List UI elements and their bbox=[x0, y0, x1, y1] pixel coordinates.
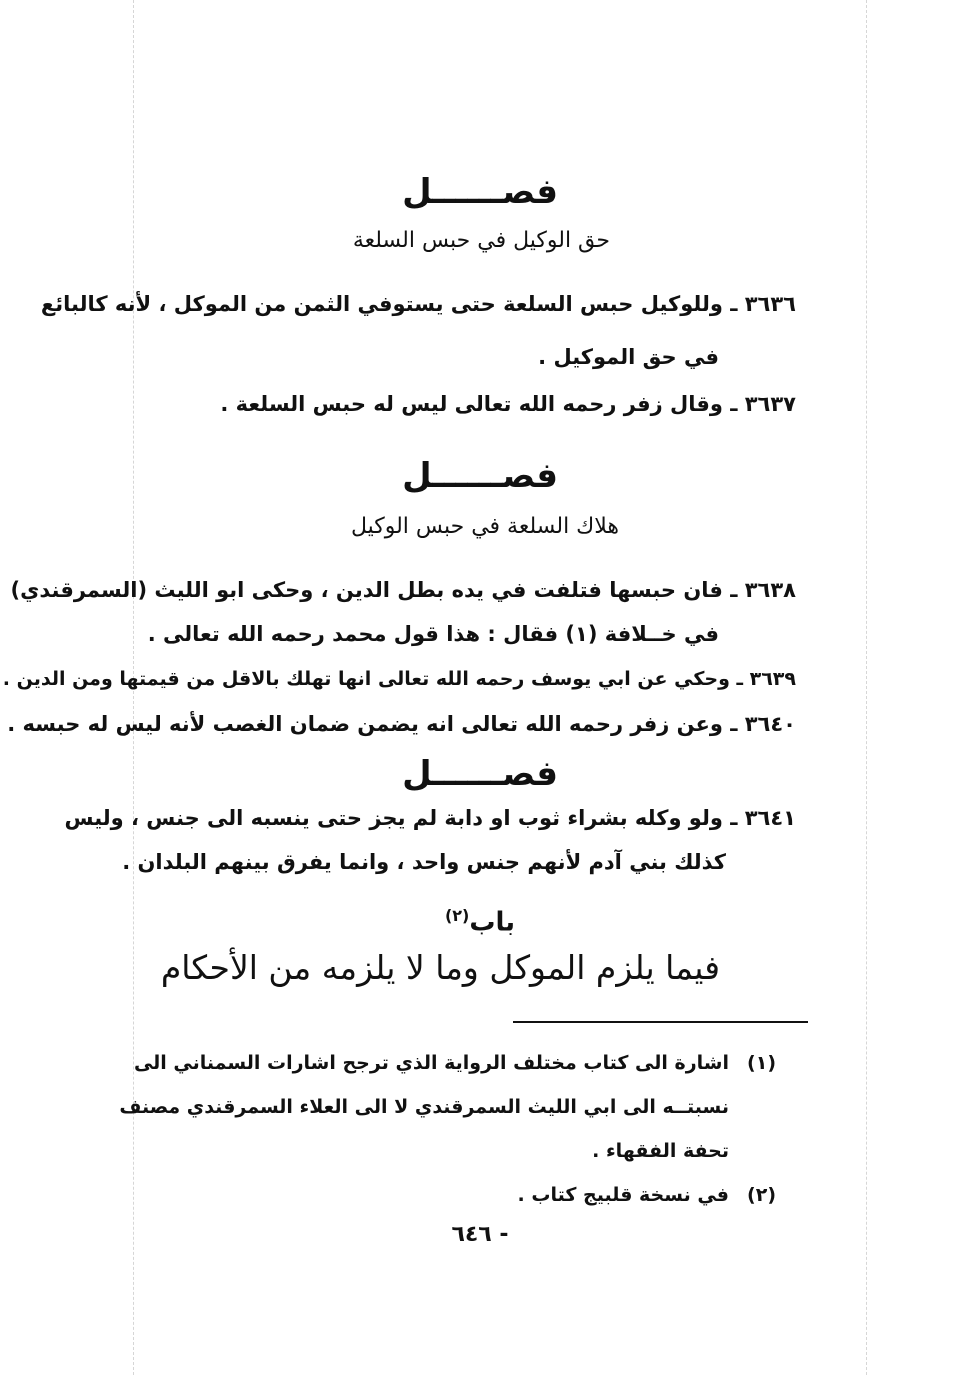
footnote-2-text: في نسخة قلبيج كتاب . bbox=[517, 1184, 729, 1206]
section-heading: فصــــــل bbox=[402, 172, 558, 212]
footnote-1-number: (١) bbox=[747, 1052, 776, 1074]
footnote-1-line-3: تحفة الفقهاء . bbox=[592, 1140, 729, 1162]
paragraph-3638-line-2: في خــلافة (١) فقال : هذا قول محمد رحمه الله تعالى . bbox=[147, 622, 719, 646]
paragraph-3639: ٣٦٣٩ ـ وحكي عن ابي يوسف رحمه الله تعالى انها تهلك بالاقل من قيمتها ومن الدين . bbox=[2, 668, 796, 690]
chapter-label bbox=[420, 906, 540, 938]
paragraph-3641-line-2: كذلك بني آدم لأنهم جنس واحد ، وانما يفرق بينهم البلدان . bbox=[122, 850, 726, 874]
footnote-1-line-1: اشارة الى كتاب مختلف الرواية الذي ترجح اشارات السمناني الى bbox=[133, 1052, 729, 1074]
scan-guide-line bbox=[866, 0, 867, 1375]
page-number: - ٦٤٦ bbox=[451, 1222, 509, 1247]
section-heading: فصــــــل bbox=[402, 754, 558, 794]
section-heading: فصــــــل bbox=[402, 456, 558, 496]
paragraph-3636-line-1: ٣٦٣٦ ـ وللوكيل حبس السلعة حتى يستوفي الثمن من الموكل ، لأنه كالبائع bbox=[40, 292, 796, 316]
footnote-1-line-2: نسبتــه الى ابي الليث السمرقندي لا الى العلاء السمرقندي مصنف bbox=[119, 1096, 729, 1118]
paragraph-3637: ٣٦٣٧ ـ وقال زفر رحمه الله تعالى ليس له حبس السلعة . bbox=[220, 392, 796, 416]
paragraph-3641-line-1: ٣٦٤١ ـ ولو وكله بشراء ثوب او دابة لم يجز حتى ينسبه الى جنس ، وليس bbox=[64, 806, 796, 830]
chapter-title: فيما يلزم الموكل وما لا يلزمه من الأحكام bbox=[160, 948, 720, 987]
paragraph-3636-line-2: في حق الموكيل . bbox=[538, 345, 719, 369]
chapter-word: باب bbox=[469, 907, 516, 938]
footnote-2-number: (٢) bbox=[747, 1184, 776, 1206]
paragraph-3640: ٣٦٤٠ ـ وعن زفر رحمه الله تعالى انه يضمن ضمان الغصب لأنه ليس له حبسه . bbox=[7, 712, 796, 736]
footnote-rule bbox=[513, 1021, 808, 1023]
paragraph-3638-line-1: ٣٦٣٨ ـ فان حبسها فتلفت في يده بطل الدين ، وحكى ابو الليث (السمرقندي) bbox=[10, 578, 796, 602]
section-subheading: حق الوكيل في حبس السلعة bbox=[352, 228, 610, 253]
chapter-footnote-marker: (٢) bbox=[444, 906, 470, 925]
section-subheading: هلاك السلعة في حبس الوكيل bbox=[350, 514, 620, 539]
